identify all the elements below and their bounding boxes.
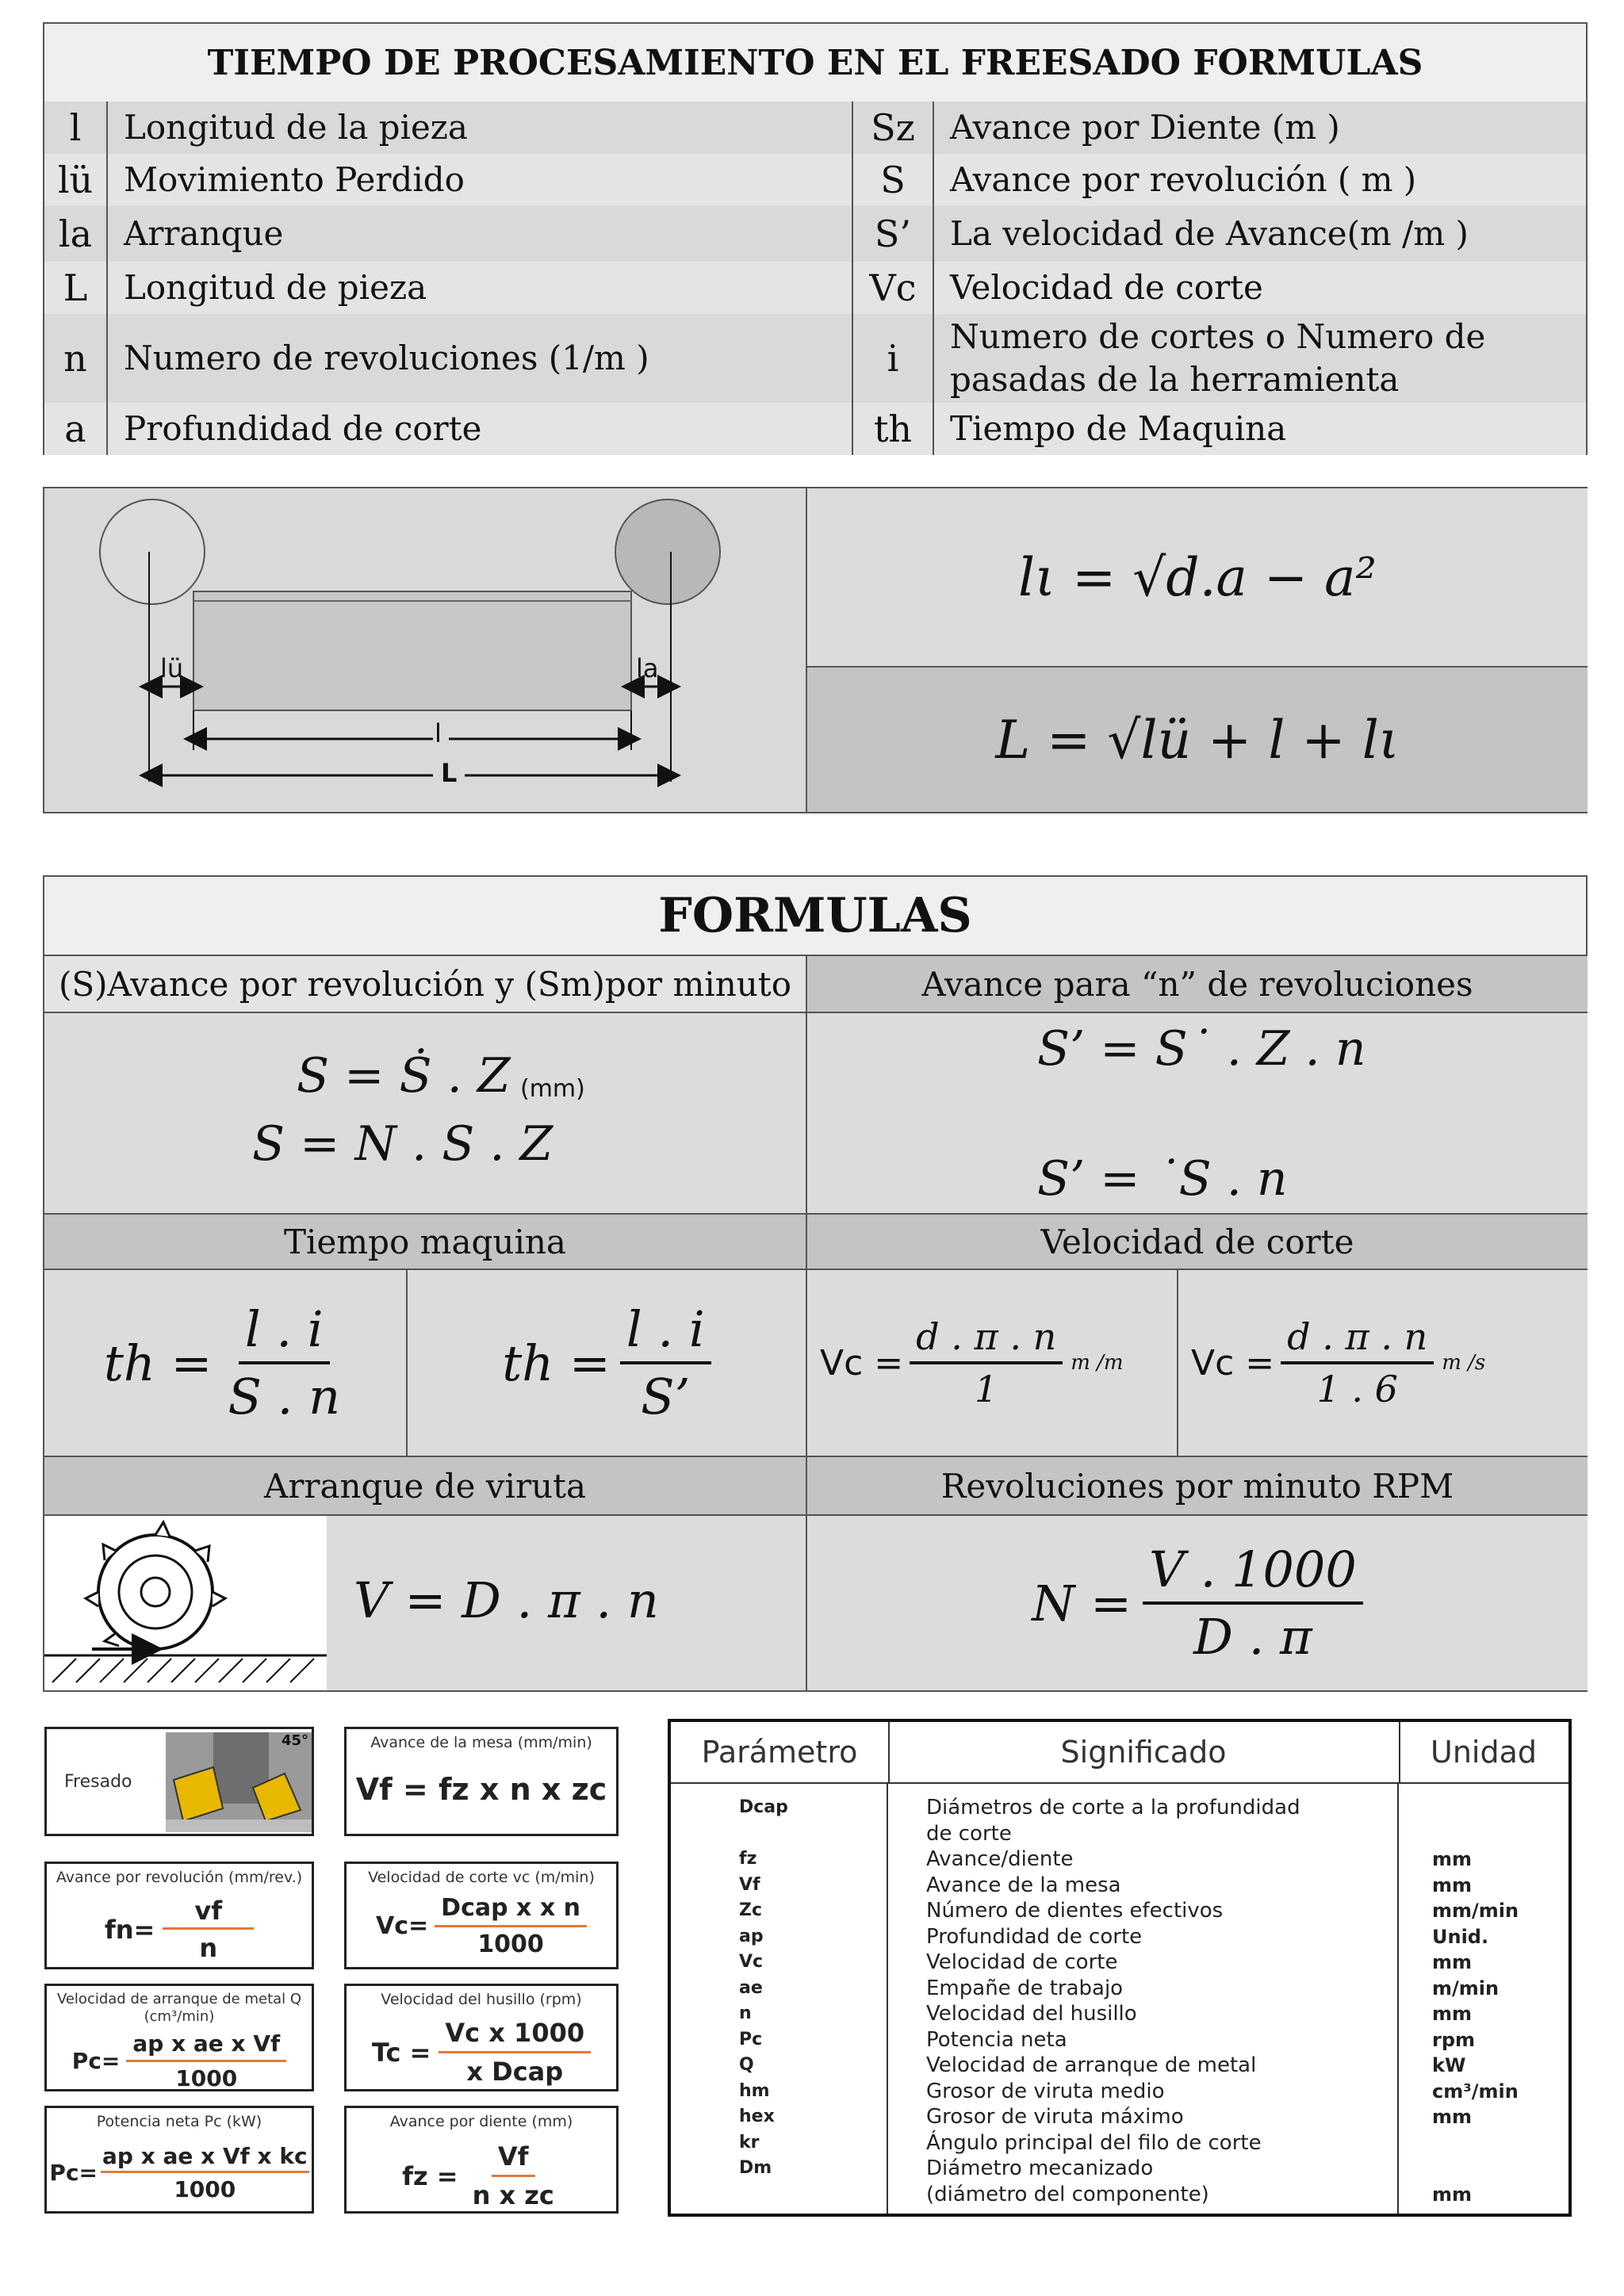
- param-item: Q: [739, 2055, 754, 2075]
- fresado-angle: 45°: [281, 1732, 308, 1749]
- description: Longitud de pieza: [108, 262, 853, 314]
- q-lhs: Pc=: [71, 2048, 121, 2074]
- parameter-table: [668, 1719, 1572, 2217]
- unit-item: mm/min: [1432, 1900, 1519, 1922]
- fn-num: vf: [163, 1896, 254, 1930]
- meaning-item: Diámetros de corte a la profundidad: [926, 1796, 1300, 1820]
- param-item: Vc: [739, 1952, 764, 1972]
- card-potencia-neta: [44, 2106, 314, 2214]
- pot-caption: Potencia neta Pc (kW): [96, 2113, 262, 2130]
- milling-cutter-svg: [44, 1516, 327, 1690]
- unit-item: cm³/min: [1432, 2080, 1519, 2103]
- unit-item: kW: [1432, 2054, 1466, 2076]
- legend-row: [44, 101, 1586, 155]
- vc-card-fraction: [435, 1894, 587, 1958]
- meaning-item: Velocidad de corte: [926, 1950, 1118, 1974]
- th2-num: l . i: [620, 1300, 711, 1364]
- vc2-unit: m /s: [1442, 1351, 1486, 1375]
- param-item: hm: [739, 2080, 770, 2101]
- cell-th1: [44, 1270, 408, 1457]
- param-item: Pc: [739, 2029, 763, 2049]
- fn-den: n: [199, 1933, 218, 1963]
- q-den: 1000: [175, 2065, 238, 2091]
- param-item: n: [739, 2003, 752, 2023]
- unit-item: m/min: [1432, 1976, 1500, 1999]
- symbol: la: [44, 206, 108, 262]
- unit-item: [1432, 2156, 1567, 2182]
- symbol: L: [44, 262, 108, 314]
- fz-caption: Avance por diente (mm): [389, 2113, 573, 2130]
- vc-card-lhs: Vc=: [376, 1912, 429, 1940]
- param-item: ae: [739, 1977, 763, 1998]
- meaning-item: Profundidad de corte: [926, 1924, 1143, 1949]
- rpm-den: D . π: [1193, 1608, 1312, 1666]
- fn-caption: Avance por revolución (mm/rev.): [56, 1869, 303, 1886]
- cell-arranque-viruta: [44, 1516, 807, 1690]
- unit-item: mm: [1432, 1873, 1473, 1896]
- vc-card-den: 1000: [477, 1931, 544, 1958]
- th1-lhs: th =: [103, 1334, 213, 1392]
- label-L: L: [441, 758, 458, 788]
- symbol: Sz: [853, 101, 934, 154]
- cell-s-formulas: [44, 1013, 807, 1215]
- fz-fraction: [466, 2141, 561, 2210]
- milling-diagram: [44, 488, 807, 812]
- header-rpm: Revoluciones por minuto RPM: [807, 1457, 1588, 1516]
- param-item: Zc: [739, 1900, 762, 1920]
- formula-s1-unit: (mm): [520, 1075, 585, 1103]
- milling-diagram-svg: [44, 488, 806, 812]
- cell-vc2: [1178, 1270, 1588, 1457]
- unit-item: mm: [1432, 1848, 1473, 1870]
- formula-sp1: S’ = S˙ . Z . n: [1037, 1021, 1366, 1077]
- symbol: th: [853, 403, 934, 455]
- unit-item: mm: [1432, 2183, 1473, 2206]
- cell-th2: [408, 1270, 807, 1457]
- cell-rpm: [807, 1516, 1588, 1690]
- husillo-fraction: [439, 2018, 591, 2087]
- description: La velocidad de Avance(m /m ): [950, 214, 1469, 253]
- symbol: Vc: [853, 262, 934, 314]
- vc2-lhs: Vc =: [1191, 1342, 1275, 1383]
- label-lu: lü: [160, 653, 184, 683]
- vc1-lhs: Vc =: [820, 1342, 904, 1383]
- fz-num: Vf: [492, 2141, 535, 2177]
- meaning-item: Ángulo principal del filo de corte: [926, 2130, 1262, 2155]
- header-avance-revolucion: (S)Avance por revolución y (Sm)por minuto: [44, 956, 807, 1013]
- meaning-item: Grosor de viruta máximo: [926, 2105, 1184, 2129]
- husillo-lhs: Tc =: [371, 2037, 431, 2068]
- fz-lhs: fz =: [402, 2160, 458, 2191]
- param-item: [739, 2182, 882, 2208]
- husillo-den: x Dcap: [466, 2057, 564, 2087]
- header-avance-n: Avance para “n” de revoluciones: [807, 956, 1588, 1013]
- unit-item: [1432, 2130, 1567, 2156]
- fz-den: n x zc: [472, 2180, 554, 2210]
- description: Avance por Diente (m ): [950, 108, 1340, 147]
- formula-v: V = D . π . n: [354, 1571, 659, 1629]
- header-tiempo-maquina: Tiempo maquina: [44, 1215, 807, 1270]
- pot-den: 1000: [174, 2176, 236, 2202]
- husillo-formula: [347, 2018, 616, 2087]
- param-item: fz: [739, 1849, 757, 1869]
- milling-cutter-illustration: [44, 1516, 327, 1690]
- th1-den: S . n: [228, 1368, 341, 1425]
- symbol: S’: [853, 206, 934, 262]
- description: Numero de revoluciones (1/m ): [108, 314, 853, 403]
- unit-item: [1432, 1821, 1567, 1847]
- mesa-caption: Avance de la mesa (mm/min): [370, 1734, 592, 1751]
- param-item: [739, 1821, 882, 1847]
- formula-la-cell: [807, 488, 1588, 668]
- mesa-formula: Vf = fz x n x zc: [355, 1772, 607, 1807]
- workpiece: [193, 591, 631, 710]
- description: Profundidad de corte: [108, 403, 853, 455]
- formulas-section: [43, 875, 1588, 1692]
- pot-num: ap x ae x Vf x kc: [101, 2143, 309, 2173]
- pot-fraction: [101, 2143, 309, 2202]
- fn-lhs: fn=: [104, 1914, 155, 1945]
- formula-sp2: S’ = ˙S . n: [1037, 1151, 1288, 1207]
- vc-caption: Velocidad de corte vc (m/min): [368, 1869, 595, 1886]
- card-avance-revolucion: [44, 1862, 314, 1969]
- husillo-num: Vc x 1000: [439, 2018, 591, 2053]
- legend-row: [44, 314, 1586, 404]
- cell-vc1: [807, 1270, 1178, 1457]
- rpm-lhs: N =: [1032, 1574, 1132, 1632]
- vc2-num: d . π . n: [1281, 1315, 1434, 1364]
- meaning-item: Empañe de trabajo: [926, 1976, 1124, 2000]
- meaning-item: (diámetro del componente): [926, 2182, 1209, 2206]
- header-arranque-viruta: Arranque de viruta: [44, 1457, 807, 1516]
- description: Movimiento Perdido: [108, 154, 853, 206]
- unit-header: Unidad: [1399, 1722, 1568, 1784]
- formula-s1: S = Ṡ . Z: [297, 1048, 511, 1104]
- description: Arranque: [108, 206, 853, 262]
- unit-item: rpm: [1432, 2028, 1476, 2051]
- vc1-den: 1: [975, 1368, 998, 1410]
- param-item: Dcap: [739, 1797, 788, 1817]
- description: Avance por revolución ( m ): [950, 160, 1417, 199]
- symbol: lü: [44, 154, 108, 206]
- card-fresado: [44, 1727, 314, 1836]
- th2-den: S’: [641, 1368, 691, 1425]
- formulas-title: FORMULAS: [44, 877, 1586, 956]
- legend-table: [43, 22, 1588, 455]
- formula-L-cell: [807, 668, 1588, 812]
- th1-fraction: [221, 1300, 347, 1425]
- param-item: ap: [739, 1926, 764, 1946]
- q-fraction: [126, 2030, 286, 2091]
- header-velocidad-corte: Velocidad de corte: [807, 1215, 1588, 1270]
- cutter-end-circle: [615, 499, 720, 604]
- description: Numero de cortes o Numero de pasadas de la herramienta: [950, 317, 1486, 399]
- symbol: l: [44, 101, 108, 154]
- rpm-num: V . 1000: [1143, 1540, 1363, 1605]
- card-avance-mesa: [344, 1727, 619, 1836]
- meaning-item: Potencia neta: [926, 2027, 1067, 2052]
- vc1-fraction: [910, 1315, 1063, 1410]
- q-num: ap x ae x Vf: [126, 2030, 286, 2062]
- unit-list: [1432, 1795, 1567, 2207]
- label-la: la: [636, 653, 659, 683]
- unit-item: [1432, 1795, 1567, 1821]
- description: Longitud de la pieza: [108, 101, 853, 154]
- unit-item: mm: [1432, 2106, 1473, 2128]
- symbol: a: [44, 403, 108, 455]
- husillo-caption: Velocidad del husillo (rpm): [381, 1991, 582, 2008]
- vc-card-formula: [347, 1894, 616, 1958]
- fn-formula: [47, 1896, 312, 1963]
- param-item: Dm: [739, 2158, 772, 2178]
- legend-title: TIEMPO DE PROCESAMIENTO EN EL FREESADO FORMULAS: [44, 24, 1586, 103]
- formula-L: L = √lü + l + lι: [995, 709, 1400, 771]
- fresado-tool-image: [166, 1732, 312, 1832]
- rpm-fraction: [1143, 1540, 1363, 1666]
- card-velocidad-husillo: [344, 1984, 619, 2091]
- param-list: [739, 1795, 882, 2207]
- meaning-item: Velocidad del husillo: [926, 2002, 1137, 2026]
- legend-row: [44, 262, 1586, 316]
- vc1-unit: m /m: [1071, 1351, 1124, 1375]
- meaning-item: de corte: [926, 1821, 1012, 1846]
- vc2-fraction: [1281, 1315, 1434, 1410]
- meaning-item: Avance/diente: [926, 1847, 1074, 1871]
- meaning-item: Grosor de viruta medio: [926, 2079, 1165, 2103]
- fn-fraction: [163, 1896, 254, 1963]
- diagram-section: [43, 487, 1588, 813]
- formula-s2: S = N . S . Z: [252, 1116, 553, 1172]
- formula-la: lι = √d.a − a²: [1018, 546, 1377, 608]
- legend-row: [44, 206, 1586, 263]
- vc1-num: d . π . n: [910, 1315, 1063, 1364]
- th1-num: l . i: [239, 1300, 330, 1364]
- th2-fraction: [620, 1300, 711, 1425]
- unit-item: mm: [1432, 1951, 1473, 1973]
- th2-lhs: th =: [502, 1334, 611, 1392]
- description: Tiempo de Maquina: [950, 409, 1287, 448]
- param-item: Vf: [739, 1874, 760, 1895]
- meaning-list: [926, 1795, 1394, 2207]
- pot-lhs: Pc=: [49, 2160, 98, 2186]
- unit-item: Unid.: [1432, 1925, 1489, 1948]
- symbol: S: [853, 154, 934, 206]
- vc2-den: 1 . 6: [1316, 1368, 1398, 1410]
- symbol: n: [44, 314, 108, 403]
- pot-formula: [47, 2143, 312, 2202]
- card-avance-diente: [344, 2106, 619, 2214]
- meaning-item: Diámetro mecanizado: [926, 2156, 1154, 2180]
- label-l: l: [435, 718, 442, 748]
- meaning-header: Significado: [888, 1722, 1400, 1784]
- meaning-item: Velocidad de arranque de metal: [926, 2053, 1257, 2077]
- legend-row: [44, 403, 1586, 455]
- symbol: i: [853, 314, 934, 403]
- card-arranque-metal: [44, 1984, 314, 2091]
- fz-formula: [347, 2141, 616, 2210]
- card-velocidad-corte: [344, 1862, 619, 1969]
- unit-item: mm: [1432, 2003, 1473, 2025]
- q-caption: Velocidad de arranque de metal Q (cm³/min): [56, 1991, 302, 2025]
- param-item: hex: [739, 2107, 775, 2126]
- q-formula: [47, 2030, 312, 2091]
- param-item: kr: [739, 2132, 760, 2152]
- cell-sprime-formulas: [807, 1013, 1588, 1215]
- cutter-start-circle: [100, 499, 205, 604]
- vc-card-num: Dcap x x n: [435, 1894, 587, 1927]
- description: Velocidad de corte: [950, 268, 1263, 307]
- fresado-label: Fresado: [64, 1772, 132, 1792]
- legend-row: [44, 154, 1586, 208]
- meaning-item: Avance de la mesa: [926, 1873, 1121, 1897]
- meaning-item: Número de dientes efectivos: [926, 1899, 1224, 1923]
- param-header: Parámetro: [671, 1722, 890, 1784]
